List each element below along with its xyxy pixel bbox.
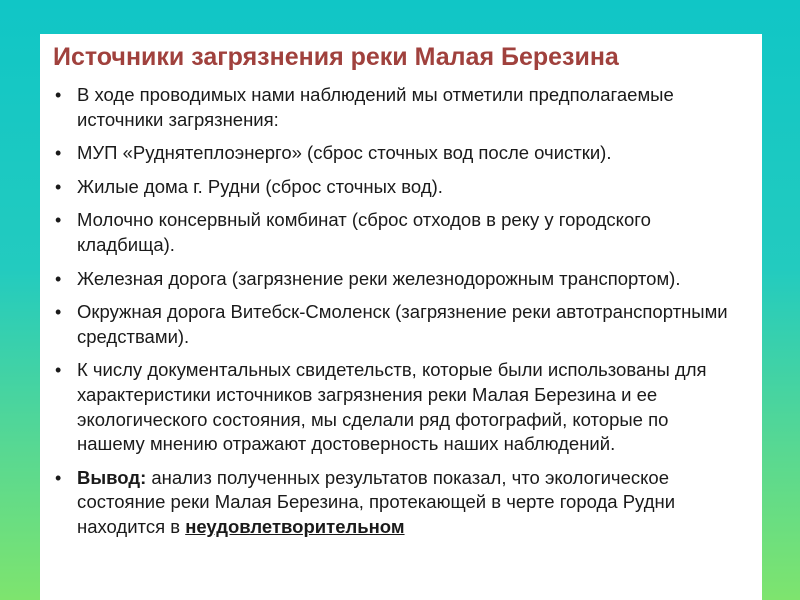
bullet-marker: • xyxy=(55,210,62,231)
list-item-text: Жилые дома г. Рудни (сброс сточных вод). xyxy=(77,175,443,197)
slide-title: Источники загрязнения реки Малая Березина xyxy=(53,43,619,71)
list-item xyxy=(55,175,735,200)
conclusion-emphasis: неудовлетворительном xyxy=(185,515,405,537)
conclusion-text: анализ полученных результатов показал, что экологическое состояние реки Малая Березина, протекающей в черте города Рудни находится в xyxy=(77,466,676,537)
list-item-text: В ходе проводимых нами наблюдений мы отметили предполагаемые источники загрязнения: xyxy=(77,84,674,130)
slide-panel xyxy=(40,34,762,600)
bullet-marker: • xyxy=(55,176,62,197)
bullet-marker: • xyxy=(55,302,62,323)
conclusion-item xyxy=(55,466,735,540)
bullet-marker: • xyxy=(55,143,62,164)
list-item-text: Окружная дорога Витебск-Смоленск (загрязнение реки автотранспортными средствами). xyxy=(77,301,728,347)
conclusion-label: Вывод: xyxy=(77,466,147,488)
bullet-marker: • xyxy=(55,467,62,488)
list-item-text: МУП «Руднятеплоэнерго» (сброс сточных вод после очистки). xyxy=(77,142,612,164)
bullet-marker: • xyxy=(55,360,62,381)
list-item-text: К числу документальных свидетельств, которые были использованы для характеристики источников загрязнения реки Малая Березина и ее экологического состояния, мы сделали ряд фотографий, которые по нашему мнению отражают достоверность наших наблюдений. xyxy=(77,359,707,455)
list-item-text: Молочно консервный комбинат (сброс отходов в реку у городского кладбища). xyxy=(77,209,651,255)
list-item xyxy=(55,267,735,292)
list-item xyxy=(55,208,735,257)
list-item xyxy=(55,358,735,456)
list-item xyxy=(55,141,735,166)
bullet-marker: • xyxy=(55,268,62,289)
bullet-marker: • xyxy=(55,85,62,105)
list-item-text: Железная дорога (загрязнение реки железнодорожным транспортом). xyxy=(77,267,681,289)
list-item xyxy=(55,83,735,132)
bullet-list xyxy=(55,83,735,549)
list-item xyxy=(55,300,735,349)
